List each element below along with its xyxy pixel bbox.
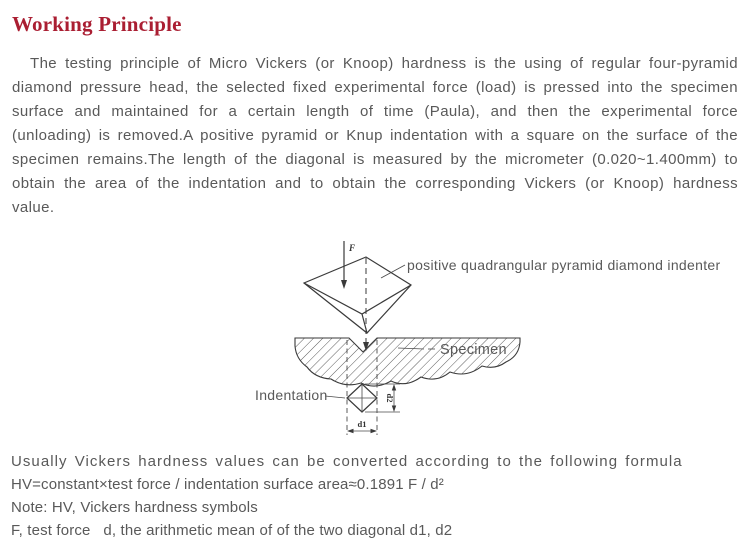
indentation-leader-line: [325, 396, 345, 398]
vickers-indenter-diagram: [248, 238, 728, 448]
page-title: Working Principle: [12, 12, 182, 36]
formula-note-line: Note: HV, Vickers hardness symbols: [11, 499, 258, 516]
d1-label: d1: [357, 419, 367, 429]
indenter-diagram-svg: [248, 238, 728, 448]
d1-arrow-right: [371, 429, 378, 433]
d1-arrow-left: [347, 429, 354, 433]
indentation-label: Indentation: [255, 387, 328, 403]
intro-paragraph: The testing principle of Micro Vickers (or Knoop) hardness is the using of regular four-pyramid diamond pressure head, the selected fixed experimental force (load) is pressed into the specimen surface and maintained for a certain length of time (Paula), and then the experimental force (unloading) is removed.A positive pyramid or Knup indentation with a square on the surface of the specimen remains.The length of the diagonal is measured by the micrometer (0.020~1.400mm) to obtain the area of the indentation and to obtain the corresponding Vickers (or Knoop) hardness value.: [12, 55, 738, 216]
force-arrowhead: [341, 280, 347, 289]
specimen-label: Specimen: [440, 342, 507, 358]
indenter-label: positive quadrangular pyramid diamond indenter: [407, 257, 721, 273]
indenter-leader-line: [381, 265, 405, 278]
d2-arrow-down: [392, 406, 396, 413]
formula-equation-line: HV=constant×test force / indentation surface area≈0.1891 F / d²: [11, 476, 444, 493]
force-label: F: [349, 243, 356, 253]
formula-intro-line: Usually Vickers hardness values can be converted according to the following formula: [11, 453, 683, 470]
d2-arrow-up: [392, 384, 396, 391]
formula-definitions-line: F, test force d, the arithmetic mean of of the two diagonal d1, d2: [11, 522, 453, 539]
d2-label: d2: [385, 393, 395, 403]
formula-section: [11, 450, 743, 542]
